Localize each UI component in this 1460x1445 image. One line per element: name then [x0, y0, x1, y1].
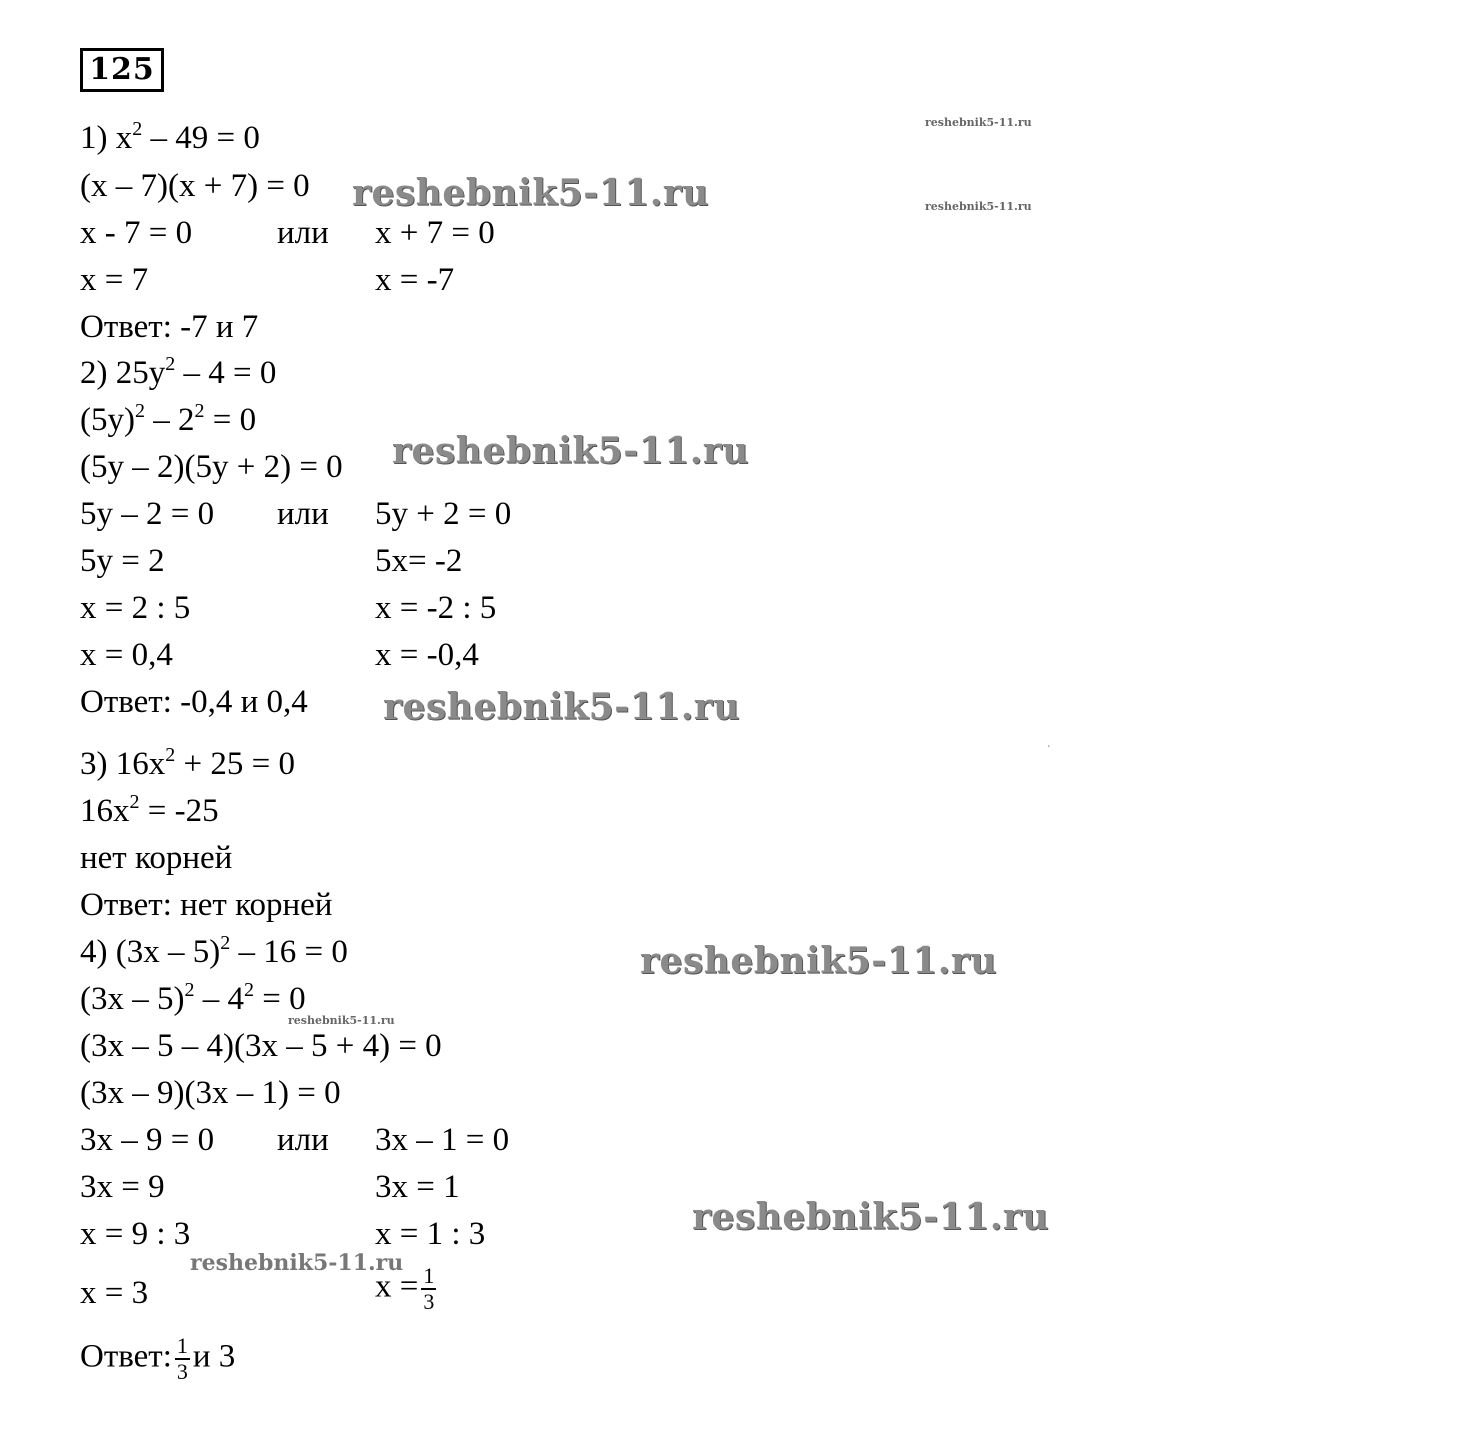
watermark: reshebnik5-11.ru [383, 686, 740, 728]
watermark: reshebnik5-11.ru [288, 1014, 395, 1027]
p1-factored: (x – 7)(x + 7) = 0 [80, 168, 310, 204]
watermark: reshebnik5-11.ru [640, 940, 997, 982]
p4-equation: 4) (3x – 5)$^2$ – 16 = 0 [80, 932, 348, 970]
p2-case-b: 5y + 2 = 0 [375, 496, 512, 532]
problem-number: 125 [80, 48, 164, 92]
p4-simplified: (3x – 9)(3x – 1) = 0 [80, 1075, 341, 1111]
p4-factored: (3x – 5 – 4)(3x – 5 + 4) = 0 [80, 1028, 442, 1064]
p2-equation: 2) $25y^2 - 4 = 0$ [80, 353, 277, 391]
watermark: reshebnik5-11.ru [925, 200, 1032, 213]
or-label: или [277, 496, 329, 532]
or-label: или [277, 1122, 329, 1158]
p4-root-a: x = 3 [80, 1275, 149, 1311]
p3-equation: 3) $16x^2 + 25 = 0$ [80, 744, 295, 782]
p3-no-roots: нет корней [80, 840, 233, 876]
p4-answer: Ответ: $\frac{1}{3}$ и 3 [80, 1333, 236, 1384]
p4-div-b: x = 1 : 3 [375, 1216, 486, 1252]
watermark: reshebnik5-11.ru [692, 1196, 1049, 1238]
p4-root-b: x = $\frac{1}{3}$ [375, 1263, 435, 1314]
p2-div-b: x = -2 : 5 [375, 590, 497, 626]
fraction-one-third: $\frac{1}{3}$ [423, 1263, 435, 1314]
p1-root-b: x = -7 [375, 262, 455, 298]
p2-factored: (5y – 2)(5y + 2) = 0 [80, 449, 343, 485]
p4-step-a: 3x = 9 [80, 1169, 165, 1205]
watermark: reshebnik5-11.ru [925, 116, 1032, 129]
stray-mark: ' [1048, 744, 1050, 755]
fraction-one-third: $\frac{1}{3}$ [176, 1333, 188, 1384]
p3-step: $16x^2 = -25$ [80, 791, 219, 829]
p4-case-b: 3x – 1 = 0 [375, 1122, 510, 1158]
p1-case-a: x - 7 = 0 [80, 215, 193, 251]
p4-case-a: 3x – 9 = 0 [80, 1122, 215, 1158]
p2-root-a: x = 0,4 [80, 637, 173, 673]
p2-div-a: x = 2 : 5 [80, 590, 191, 626]
p2-step-b: 5x= -2 [375, 543, 463, 579]
p1-equation: 1) $x^2 - 49 = 0$ [80, 118, 260, 156]
p4-squares: $(3x - 5)^2 - 4^2 = 0$ [80, 979, 306, 1017]
watermark: reshebnik5-11.ru [392, 430, 749, 472]
p2-step-a: 5y = 2 [80, 543, 165, 579]
p2-root-b: x = -0,4 [375, 637, 479, 673]
p2-answer: Ответ: -0,4 и 0,4 [80, 684, 308, 720]
or-label: или [277, 215, 329, 251]
watermark: reshebnik5-11.ru [190, 1250, 404, 1276]
p4-step-b: 3x = 1 [375, 1169, 460, 1205]
p4-div-a: x = 9 : 3 [80, 1216, 191, 1252]
p2-squares: $(5y)^2 - 2^2 = 0$ [80, 400, 257, 438]
p3-answer: Ответ: нет корней [80, 887, 333, 923]
p1-root-a: x = 7 [80, 262, 149, 298]
p1-case-b: x + 7 = 0 [375, 215, 495, 251]
p1-answer: Ответ: -7 и 7 [80, 309, 259, 345]
watermark: reshebnik5-11.ru [352, 172, 709, 214]
p2-case-a: 5y – 2 = 0 [80, 496, 215, 532]
